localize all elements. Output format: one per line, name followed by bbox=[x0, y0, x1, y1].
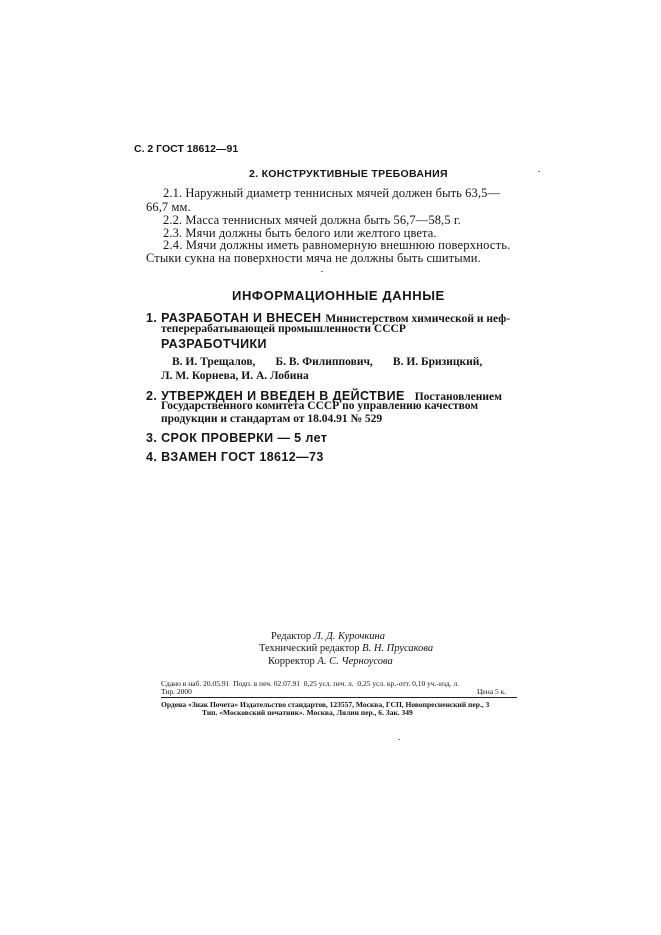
editor-name: Л. Д. Курочкина bbox=[313, 631, 385, 642]
info-item-1-text-cont: теперерабатывающей промышленности СССР bbox=[161, 323, 406, 335]
info-item-2-text-cont-2: продукции и стандартам от 18.04.91 № 529 bbox=[161, 413, 383, 425]
paragraph-2-1-cont: 66,7 мм. bbox=[146, 200, 191, 214]
imprint-line-1: Сдано в наб. 20.05.91 Подп. в печ. 02.07.91 0,25 усл. печ. л. 0,25 усл. кр.-отт. 0,10 уч.-изд. л. bbox=[161, 679, 460, 688]
developers-line-1: В. И. Трещалов, Б. В. Филиппович, В. И. Бризицкий, bbox=[172, 356, 483, 368]
paragraph-2-3: 2.3. Мячи должны быть белого или желтого цвета. bbox=[163, 226, 437, 240]
scan-speck bbox=[321, 271, 323, 272]
editor-label: Редактор bbox=[271, 631, 312, 642]
imprint-circulation: Тир. 2000 bbox=[161, 687, 192, 696]
info-item-2-head: 2. УТВЕРЖДЕН И ВВЕДЕН В ДЕЙСТВИЕ bbox=[146, 389, 405, 403]
info-item-4: 4. ВЗАМЕН ГОСТ 18612—73 bbox=[146, 450, 324, 464]
tech-editor-name: В. Н. Прусакова bbox=[362, 643, 434, 654]
info-title: ИНФОРМАЦИОННЫЕ ДАННЫЕ bbox=[232, 288, 445, 303]
credits-tech-editor bbox=[259, 643, 433, 654]
info-item-2-text: Постановлением bbox=[414, 391, 502, 403]
imprint-divider bbox=[161, 697, 517, 698]
imprint-printer: Тип. «Московский печатник». Москва, Лялин пер., 6. Зак. 349 bbox=[202, 708, 413, 717]
page-header: С. 2 ГОСТ 18612—91 bbox=[134, 143, 239, 155]
proofreader-name: А. С. Черноусова bbox=[317, 656, 393, 667]
paragraph-2-4-cont: Стыки сукна на поверхности мяча не должны быть сшитыми. bbox=[146, 251, 481, 265]
paragraph-2-1: 2.1. Наружный диаметр теннисных мячей должен быть 63,5— bbox=[163, 186, 501, 200]
info-item-2-text-cont-1: Государственного комитета СССР по управлению качеством bbox=[161, 400, 479, 412]
credits-proofreader bbox=[268, 656, 393, 667]
scan-speck bbox=[538, 171, 540, 172]
imprint-publisher: Ордена «Знак Почета» Издательство стандартов, 123557, Москва, ГСП, Новопресненский пер., 3 bbox=[161, 700, 490, 709]
info-item-3: 3. СРОК ПРОВЕРКИ — 5 лет bbox=[146, 431, 328, 445]
tech-editor-label: Технический редактор bbox=[259, 643, 360, 654]
credits-editor bbox=[271, 631, 385, 642]
info-item-1-text: Министерством химической и неф- bbox=[325, 313, 511, 325]
developers-heading: РАЗРАБОТЧИКИ bbox=[161, 337, 267, 351]
imprint-price: Цена 5 к. bbox=[477, 687, 507, 696]
paragraph-2-4: 2.4. Мячи должны иметь равномерную внешнюю поверхность. bbox=[163, 238, 511, 252]
paragraph-2-2: 2.2. Масса теннисных мячей должна быть 56,7—58,5 г. bbox=[163, 213, 461, 227]
scan-speck bbox=[398, 739, 400, 740]
info-item-1-head: 1. РАЗРАБОТАН И ВНЕСЕН bbox=[146, 311, 322, 325]
proofreader-label: Корректор bbox=[268, 656, 315, 667]
developers-line-2: Л. М. Корнева, И. А. Лобина bbox=[161, 370, 309, 382]
section-2-title: 2. КОНСТРУКТИВНЫЕ ТРЕБОВАНИЯ bbox=[249, 168, 448, 180]
